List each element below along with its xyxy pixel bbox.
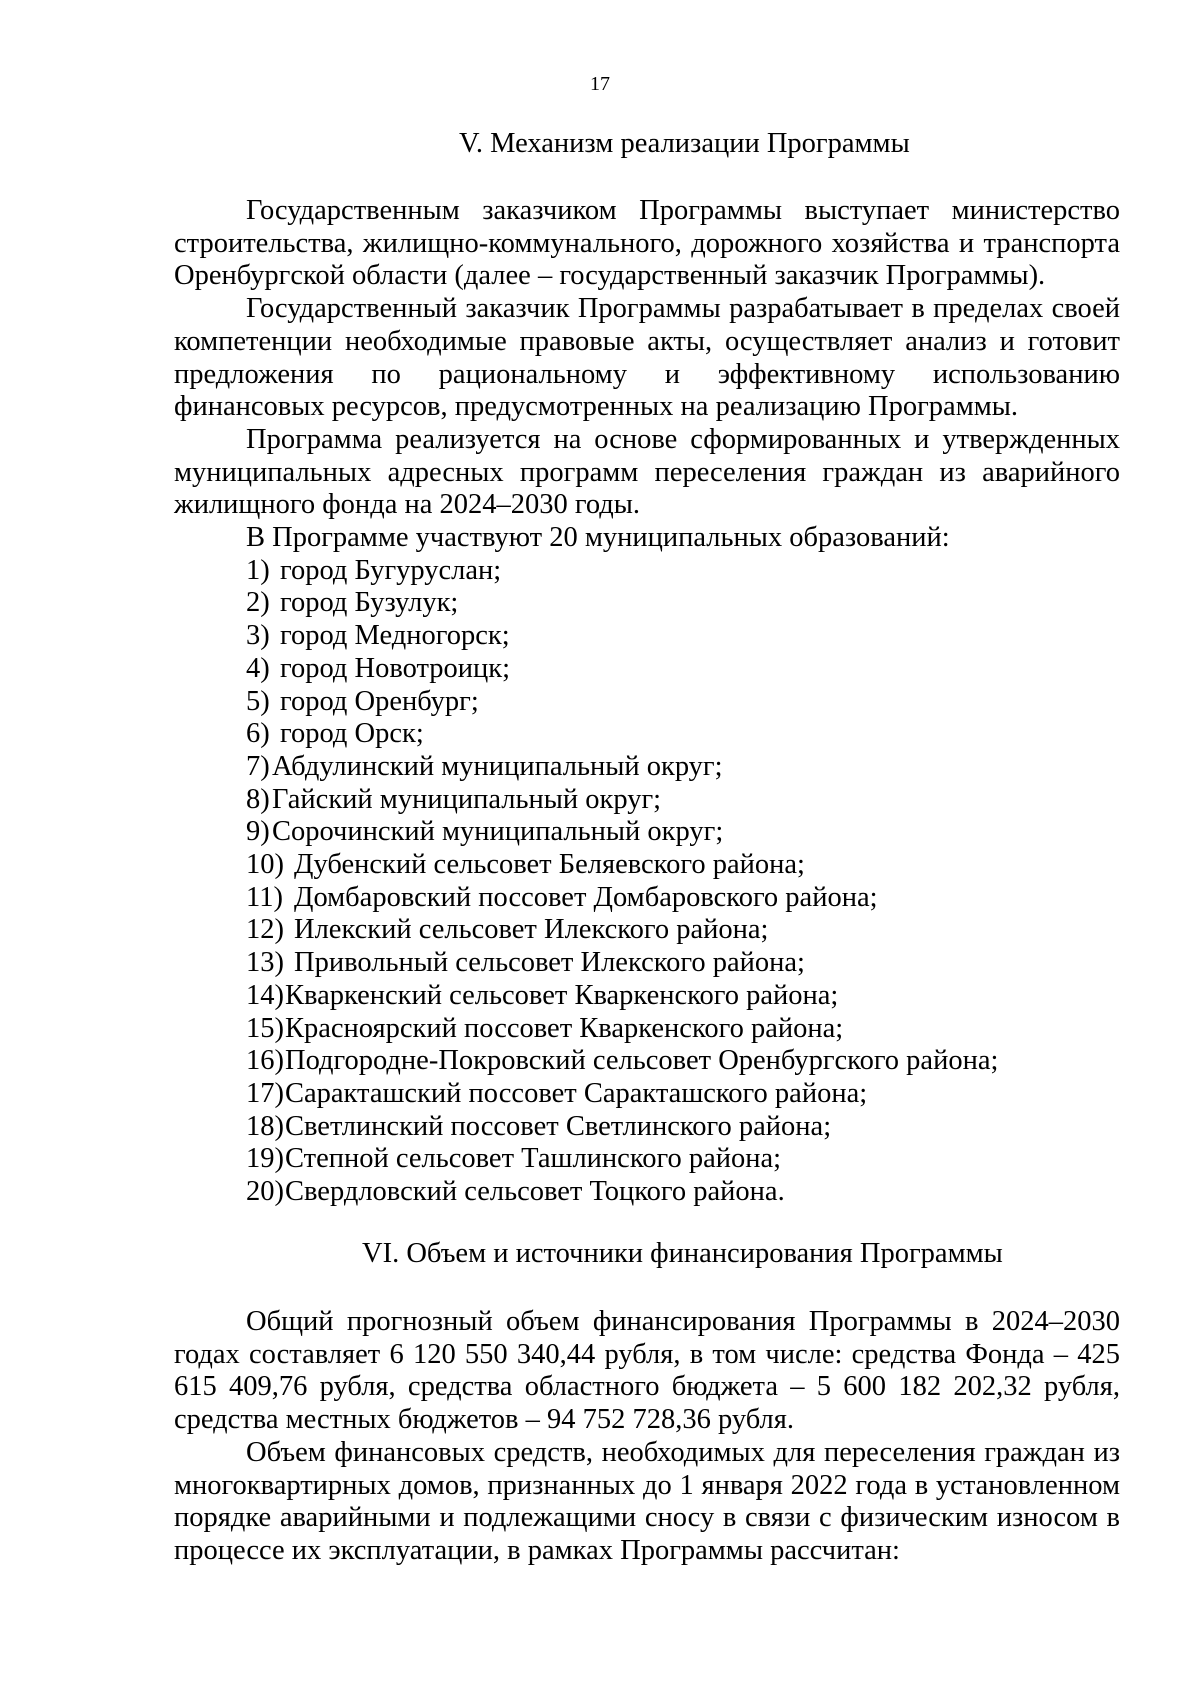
list-item [174, 1111, 1120, 1144]
list-item [174, 587, 1120, 620]
list-item [174, 555, 1120, 588]
list-item [174, 1176, 1120, 1209]
list-item-number: 19) [246, 1143, 284, 1175]
list-item [174, 686, 1120, 719]
list-item [174, 816, 1120, 849]
list-item-number: 15) [246, 1012, 284, 1044]
list-item [174, 1045, 1120, 1078]
paragraph: Государственным заказчиком Программы выступает министерство строительства, жилищно-коммунального, дорожного хозяйства и транспорта Оренбургской области (далее – государственный заказчик Программы). [174, 195, 1120, 292]
section-6-heading: VI. Объем и источники финансирования Программы [362, 1238, 1003, 1269]
list-item-text: Свердловский сельсовет Тоцкого района. [285, 1176, 785, 1208]
list-item-number: 14) [246, 979, 284, 1011]
list-item-text: Красноярский поссовет Кваркенского района; [285, 1012, 844, 1044]
list-item-text: город Бузулук; [280, 587, 459, 619]
list-item-number: 11) [246, 881, 283, 913]
list-item-text: город Медногорск; [280, 620, 510, 652]
municipality-list [174, 555, 1120, 1209]
paragraph: Программа реализуется на основе сформированных и утвержденных муниципальных адресных программ переселения граждан из аварийного жилищного фонда на 2024–2030 годы. [174, 423, 1120, 521]
list-item-number: 12) [246, 914, 284, 946]
list-item-number: 9) [246, 816, 270, 848]
list-item [174, 1078, 1120, 1111]
list-item-text: город Орск; [280, 718, 424, 750]
list-item [174, 914, 1120, 947]
list-item-text: Подгородне-Покровский сельсовет Оренбургского района; [285, 1045, 999, 1077]
paragraph: Общий прогнозный объем финансирования Программы в 2024–2030 годах составляет 6 120 550 340,44 рубля, в том числе: средства Фонда – 425 615 409,76 рубля, средства областного бюджета – 5 600 182 202,32 рубля, средства местных бюджетов – 94 752 728,36 рубля. [174, 1306, 1120, 1436]
page-number: 17 [590, 73, 610, 95]
list-item-text: Саракташский поссовет Саракташского района; [285, 1077, 868, 1109]
list-item [174, 620, 1120, 653]
list-item [174, 947, 1120, 980]
list-item [174, 849, 1120, 882]
list-item [174, 1013, 1120, 1046]
list-item-number: 2) [246, 587, 270, 619]
list-item [174, 751, 1120, 784]
section-5-heading: V. Механизм реализации Программы [459, 128, 910, 159]
list-item [174, 882, 1120, 915]
list-item-text: Гайский муниципальный округ; [272, 783, 662, 815]
list-item-number: 16) [246, 1045, 284, 1077]
list-item-number: 3) [246, 620, 270, 652]
list-item-number: 18) [246, 1110, 284, 1142]
list-item-text: город Оренбург; [280, 685, 479, 717]
list-intro: В Программе участвуют 20 муниципальных образований: [246, 522, 950, 554]
section-5-body [174, 195, 1120, 1209]
list-item-number: 6) [246, 718, 270, 750]
list-item [174, 784, 1120, 817]
list-item-text: Светлинский поссовет Светлинского района; [285, 1110, 832, 1142]
list-item-text: Дубенский сельсовет Беляевского района; [294, 849, 805, 881]
list-item-number: 20) [246, 1176, 284, 1208]
list-item-text: город Новотроицк; [280, 652, 511, 684]
list-item [174, 1143, 1120, 1176]
list-item [174, 653, 1120, 686]
list-item-number: 1) [246, 554, 270, 586]
list-item-text: Домбаровский поссовет Домбаровского района; [294, 881, 878, 913]
list-item-text: Кваркенский сельсовет Кваркенского района; [285, 979, 839, 1011]
list-item-number: 8) [246, 783, 270, 815]
list-item-text: Сорочинский муниципальный округ; [272, 816, 724, 848]
list-item-text: город Бугуруслан; [280, 554, 502, 586]
list-item-number: 7) [246, 750, 270, 782]
list-item-number: 4) [246, 652, 270, 684]
paragraph: Государственный заказчик Программы разрабатывает в пределах своей компетенции необходимые правовые акты, осуществляет анализ и готовит предложения по рациональному и эффективному использованию финансовых ресурсов, предусмотренных на реализацию Программы. [174, 293, 1120, 423]
paragraph: Объем финансовых средств, необходимых для переселения граждан из многоквартирных домов, признанных до 1 января 2022 года в установленном порядке аварийными и подлежащими сносу в связи с физическим износом в процессе их эксплуатации, в рамках Программы рассчитан: [174, 1436, 1120, 1566]
list-item-number: 5) [246, 685, 270, 717]
list-item [174, 718, 1120, 751]
list-item-text: Привольный сельсовет Илекского района; [294, 947, 805, 979]
list-item-text: Илекский сельсовет Илекского района; [294, 914, 769, 946]
list-item-number: 10) [246, 849, 284, 881]
list-item [174, 980, 1120, 1013]
list-item-number: 17) [246, 1077, 284, 1109]
section-6-body [174, 1306, 1120, 1568]
list-item-text: Абдулинский муниципальный округ; [272, 750, 723, 782]
list-item-number: 13) [246, 947, 284, 979]
list-item-text: Степной сельсовет Ташлинского района; [285, 1143, 782, 1175]
